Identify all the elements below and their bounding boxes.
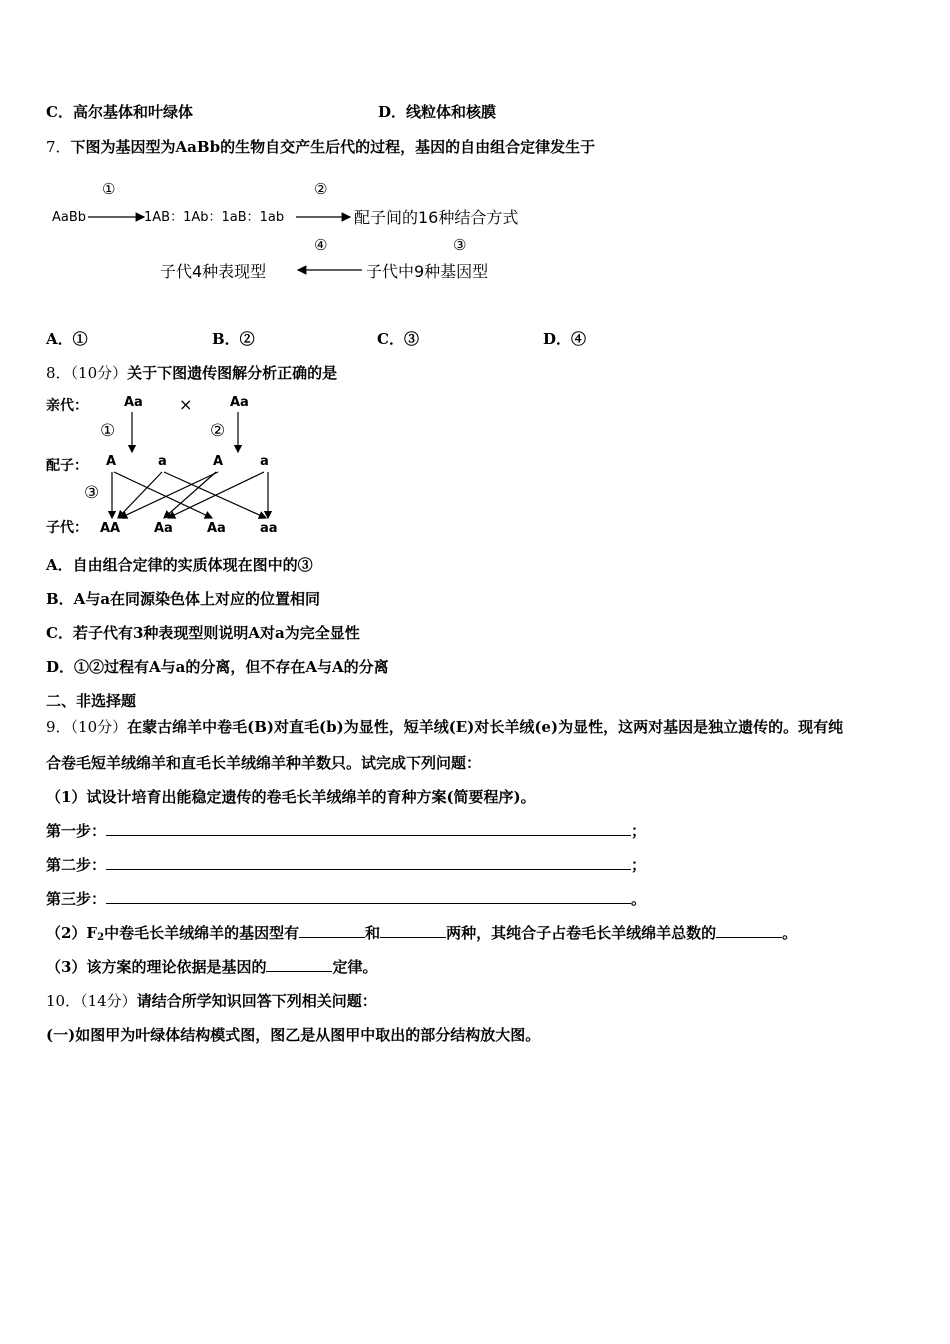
q8-option-a: A．自由组合定律的实质体现在图中的③ bbox=[46, 556, 313, 574]
q6-option-c: C．高尔基体和叶绿体 bbox=[46, 103, 193, 121]
q8-step1: ① bbox=[100, 421, 116, 441]
q9-part2 bbox=[46, 923, 797, 948]
q8-gamete-1: A bbox=[106, 454, 117, 469]
q8-parent-1: Aa bbox=[124, 395, 143, 410]
q6-option-d: D．线粒体和核膜 bbox=[378, 103, 497, 121]
q7-phenotypes: 子代4种表现型 bbox=[160, 262, 267, 281]
q8-stem bbox=[46, 363, 337, 383]
q8-arrow-A1-Aa bbox=[114, 472, 212, 518]
q9-part2-e: 。 bbox=[782, 924, 798, 942]
q8-arrow-A2-AA bbox=[120, 472, 218, 518]
q9-part3-b: 定律。 bbox=[332, 958, 378, 976]
q8-option-d: D．①②过程有A与a的分离，但不存在A与A的分离 bbox=[46, 658, 389, 676]
q9-step2-row bbox=[46, 855, 646, 875]
section-heading: 二、非选择题 bbox=[46, 692, 137, 710]
q9-part2-a: （2）F bbox=[46, 924, 98, 942]
q9-part2-blank1[interactable] bbox=[299, 923, 365, 938]
q7-combos: 配子间的16种结合方式 bbox=[354, 208, 519, 227]
q9-part1: （1）试设计培育出能稳定遗传的卷毛长羊绒绵羊的育种方案(简要程序)。 bbox=[46, 788, 536, 806]
q9-stem-line1 bbox=[46, 717, 843, 737]
q9-number: 9． bbox=[46, 718, 71, 736]
q8-option-b: B．A与a在同源染色体上对应的位置相同 bbox=[46, 590, 321, 608]
q10-stem-text: 请结合所学知识回答下列相关问题： bbox=[136, 992, 377, 1010]
q7-step1: ① bbox=[102, 180, 116, 198]
q8-offspring-3: Aa bbox=[207, 521, 226, 536]
q10-score: （14分） bbox=[80, 992, 137, 1010]
q9-stem-text1: 在蒙古绵羊中卷毛(B)对直毛(b)为显性，短羊绒(E)对长羊绒(e)为显性，这两对基因是独立遗传的。现有纯 bbox=[127, 718, 844, 736]
q7-option-b: B．② bbox=[212, 330, 255, 348]
q8-option-c: C．若子代有3种表现型则说明A对a为完全显性 bbox=[46, 624, 360, 642]
q8-gamete-2: a bbox=[158, 454, 167, 469]
q8-gamete-4: a bbox=[260, 454, 269, 469]
q8-number: 8． bbox=[46, 364, 71, 382]
q8-stem-text: 关于下图遗传图解分析正确的是 bbox=[127, 364, 338, 382]
q7-diagram bbox=[40, 172, 560, 292]
q9-step3-label: 第三步： bbox=[46, 890, 107, 908]
q9-step2-blank[interactable] bbox=[106, 855, 631, 870]
q7-gametes: 1AB：1Ab：1aB：1ab bbox=[144, 210, 285, 225]
q9-step3-end: 。 bbox=[631, 890, 647, 908]
q8-step3: ③ bbox=[84, 483, 100, 503]
q7-stem bbox=[46, 137, 595, 157]
q7-option-c: C．③ bbox=[377, 330, 419, 348]
q10-number: 10． bbox=[46, 992, 81, 1010]
q8-offspring-2: Aa bbox=[154, 521, 173, 536]
q8-parent-2: Aa bbox=[230, 395, 249, 410]
q9-part2-blank3[interactable] bbox=[716, 923, 782, 938]
q8-step2: ② bbox=[210, 421, 226, 441]
q9-part3-blank[interactable] bbox=[266, 957, 332, 972]
q9-part2-c: 和 bbox=[365, 924, 381, 942]
q8-diagram bbox=[44, 390, 294, 540]
q8-gamete-label: 配子： bbox=[46, 458, 88, 474]
q9-part3-a: （3）该方案的理论依据是基因的 bbox=[46, 958, 267, 976]
q7-genotypes: 子代中9种基因型 bbox=[366, 262, 489, 281]
q9-stem-line2: 合卷毛短羊绒绵羊和直毛长羊绒绵羊种羊数只。试完成下列问题： bbox=[46, 754, 482, 772]
q7-step4: ④ bbox=[314, 236, 328, 254]
q9-step1-blank[interactable] bbox=[106, 821, 631, 836]
q8-offspring-4: aa bbox=[260, 521, 278, 536]
q9-part2-sub: 2 bbox=[97, 932, 105, 943]
q9-part2-blank2[interactable] bbox=[380, 923, 446, 938]
q7-step3: ③ bbox=[453, 236, 467, 254]
q9-part2-d: 两种，其纯合子占卷毛长羊绒绵羊总数的 bbox=[446, 924, 717, 942]
q9-step1-label: 第一步： bbox=[46, 822, 107, 840]
q10-stem bbox=[46, 991, 377, 1011]
q9-step1-row bbox=[46, 821, 646, 841]
q9-step2-end: ； bbox=[631, 856, 647, 874]
q8-score: （10分） bbox=[70, 364, 128, 382]
q9-part3 bbox=[46, 957, 377, 977]
q8-gamete-3: A bbox=[213, 454, 224, 469]
q7-option-d: D．④ bbox=[543, 330, 587, 348]
q9-part2-b: 中卷毛长羊绒绵羊的基因型有 bbox=[104, 924, 300, 942]
q9-step3-row bbox=[46, 889, 646, 909]
q7-option-a: A．① bbox=[46, 330, 88, 348]
q8-arrow-a1-Aa bbox=[118, 472, 162, 518]
q10-part1: (一)如图甲为叶绿体结构模式图，图乙是从图甲中取出的部分结构放大图。 bbox=[46, 1026, 541, 1044]
q9-step2-label: 第二步： bbox=[46, 856, 107, 874]
q9-score: （10分） bbox=[70, 718, 128, 736]
q9-step1-end: ； bbox=[631, 822, 647, 840]
q8-offspring-1: AA bbox=[100, 521, 121, 536]
q7-step2: ② bbox=[314, 180, 328, 198]
q7-stem-text: 下图为基因型为AaBb的生物自交产生后代的过程，基因的自由组合定律发生于 bbox=[70, 138, 596, 156]
q8-offspring-label: 子代： bbox=[46, 520, 88, 536]
q8-arrow-A2-Aa bbox=[164, 472, 216, 518]
q8-cross: × bbox=[179, 395, 193, 414]
q7-number: 7． bbox=[46, 138, 71, 156]
q7-parent: AaBb bbox=[52, 210, 87, 225]
q9-step3-blank[interactable] bbox=[106, 889, 631, 904]
q8-parent-label: 亲代： bbox=[46, 398, 88, 414]
